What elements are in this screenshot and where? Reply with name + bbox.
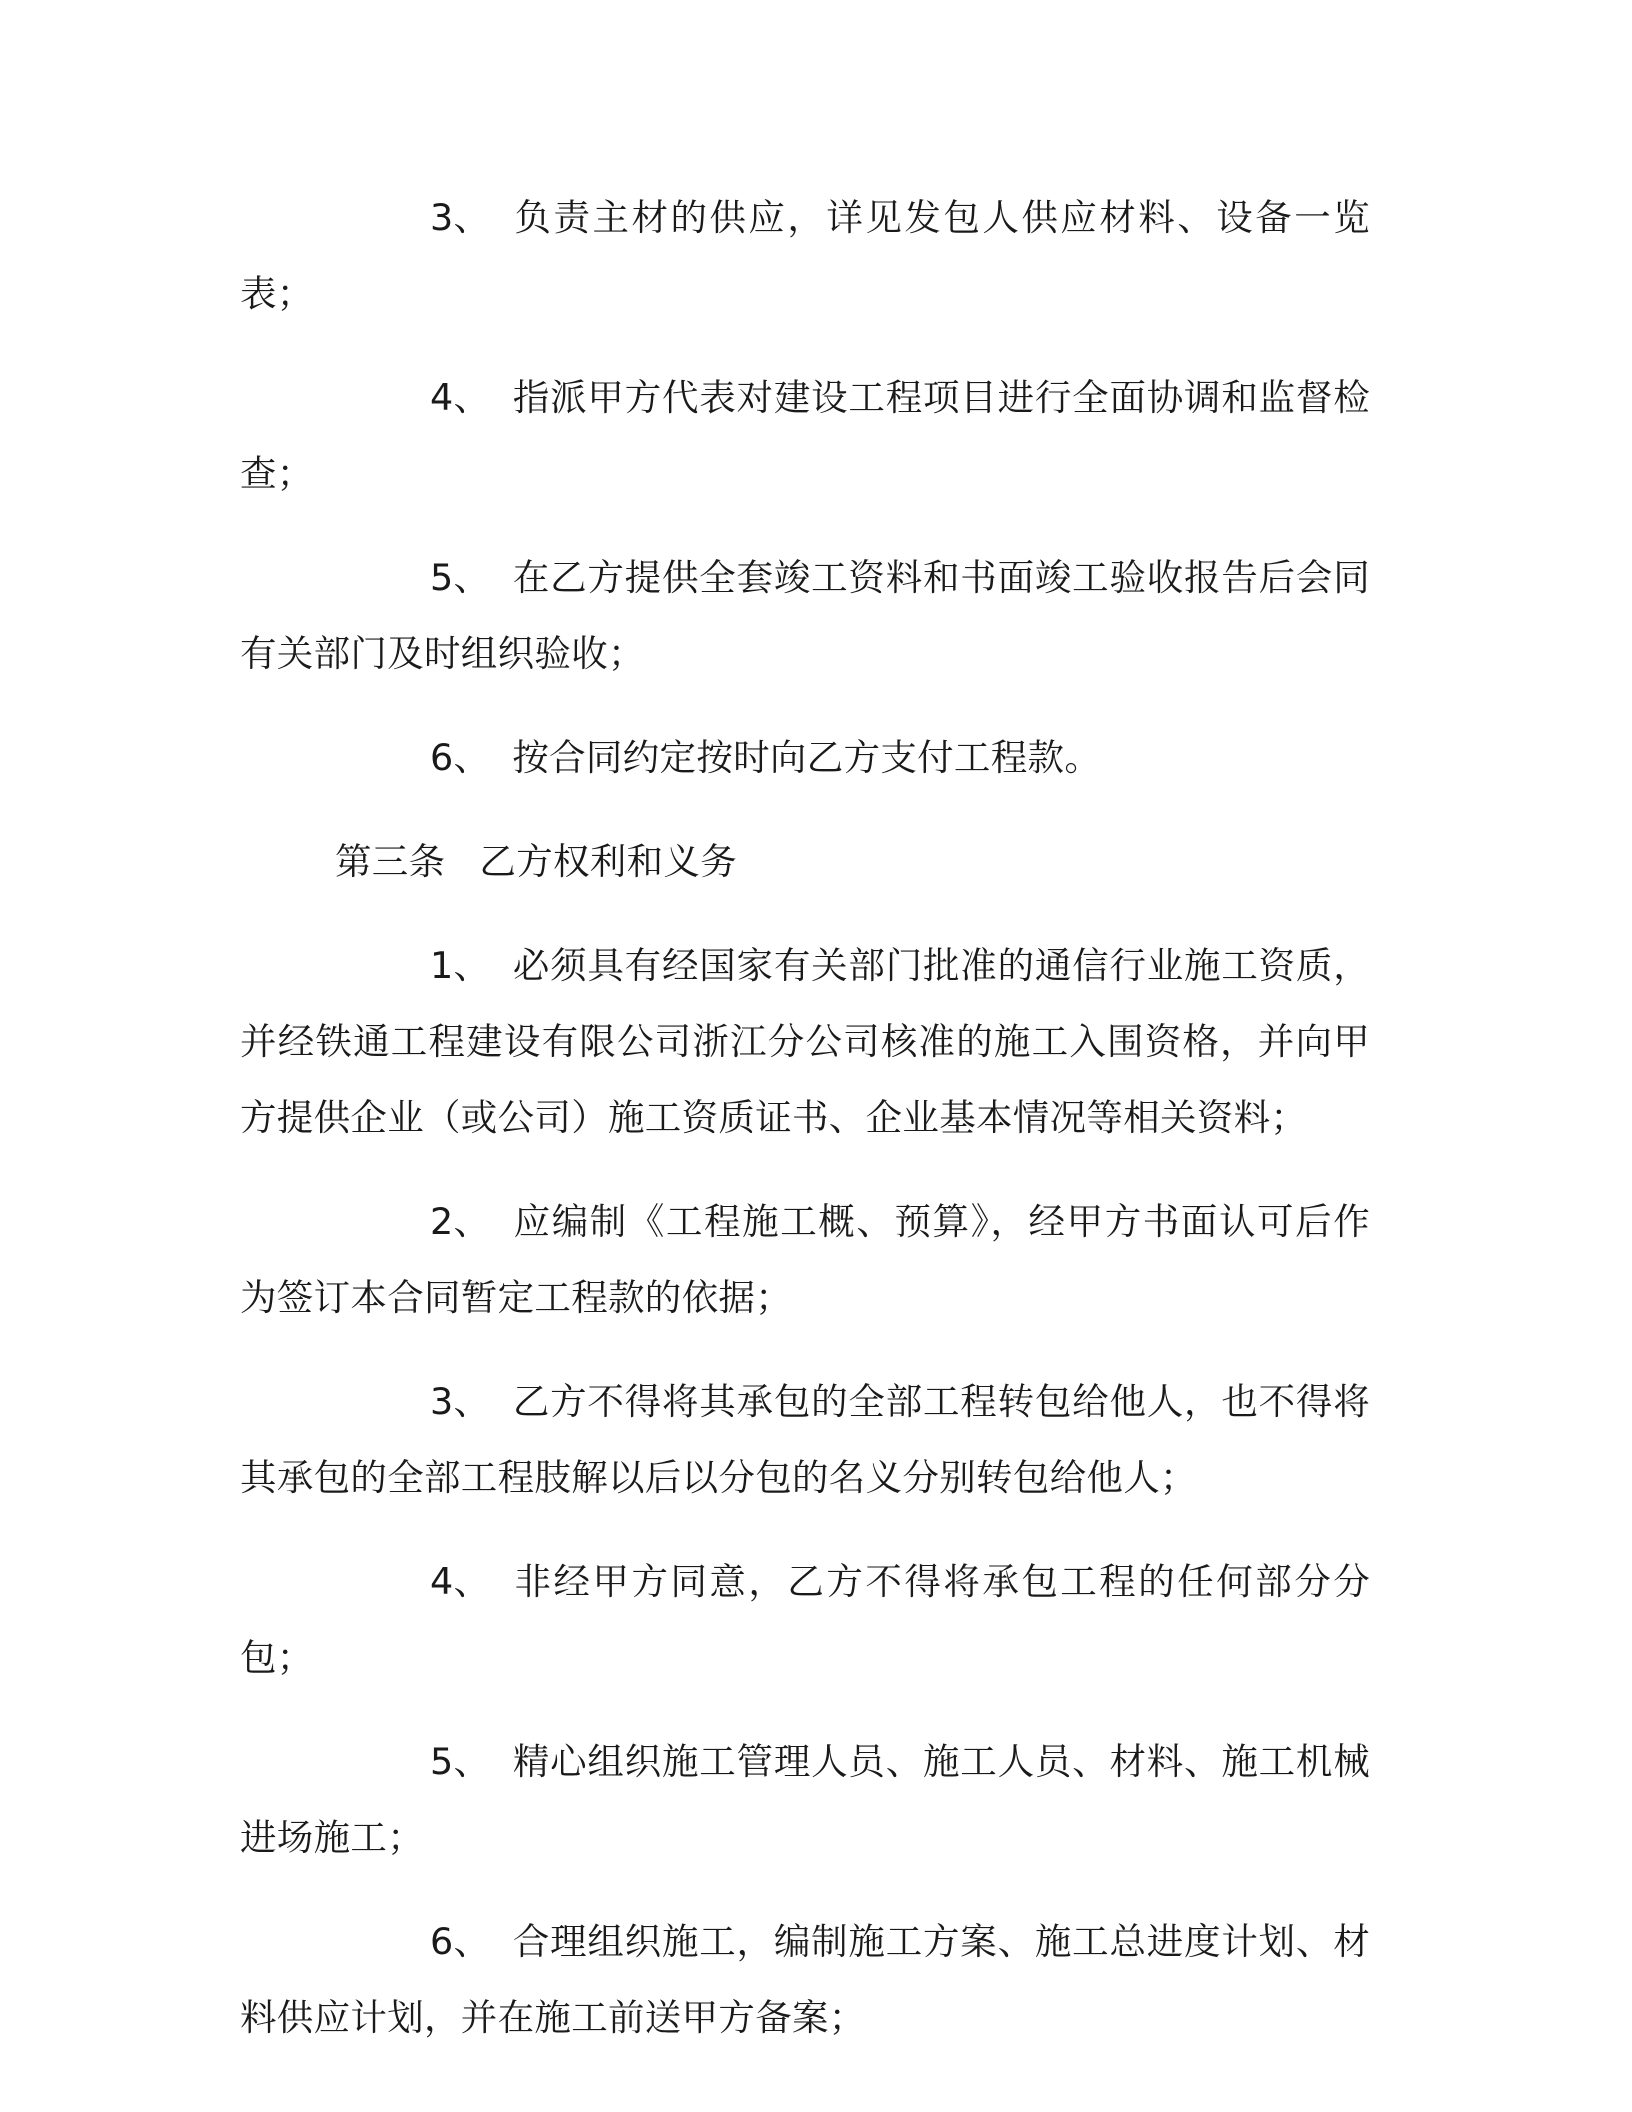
- clause-text: 应编制《工程施工概、预算》，经甲方书面认可后作为签订本合同暂定工程款的依据；: [240, 1200, 1370, 1319]
- clause-text: 负责主材的供应，详见发包人供应材料、设备一览表；: [240, 196, 1370, 315]
- clause-paragraph: [240, 1544, 1370, 1696]
- clause-paragraph: [240, 360, 1370, 512]
- clause-text: 精心组织施工管理人员、施工人员、材料、施工机械进场施工；: [240, 1740, 1370, 1859]
- clause-text: 在乙方提供全套竣工资料和书面竣工验收报告后会同有关部门及时组织验收；: [240, 556, 1370, 675]
- section-heading: [240, 824, 1370, 900]
- clause-text: 按合同约定按时向乙方支付工程款。: [512, 736, 1102, 779]
- clause-text: 合理组织施工，编制施工方案、施工总进度计划、材料供应计划，并在施工前送甲方备案；: [240, 1920, 1370, 2039]
- clause-paragraph: [240, 1364, 1370, 1516]
- clause-paragraph: [240, 1184, 1370, 1336]
- clause-number: 6、: [430, 736, 491, 779]
- section-title: 乙方权利和义务: [479, 840, 738, 883]
- clause-paragraph: [240, 540, 1370, 692]
- clause-paragraph: [240, 180, 1370, 332]
- section-label: 第三条: [335, 840, 446, 883]
- clause-paragraph: [240, 1904, 1370, 2056]
- clause-text: 必须具有经国家有关部门批准的通信行业施工资质，并经铁通工程建设有限公司浙江分公司核准的施工入围资格，并向甲方提供企业（或公司）施工资质证书、企业基本情况等相关资料；: [240, 944, 1370, 1139]
- clause-number: 4、: [430, 1560, 491, 1603]
- clause-paragraph: [240, 928, 1370, 1156]
- clause-text: 指派甲方代表对建设工程项目进行全面协调和监督检查；: [240, 376, 1370, 495]
- clause-number: 1、: [430, 944, 491, 987]
- clause-number: 2、: [430, 1200, 491, 1243]
- clause-number: 3、: [430, 196, 491, 239]
- clause-text: 非经甲方同意，乙方不得将承包工程的任何部分分包；: [240, 1560, 1370, 1679]
- clause-number: 3、: [430, 1380, 491, 1423]
- clause-text: 乙方不得将其承包的全部工程转包给他人，也不得将其承包的全部工程肢解以后以分包的名义分别转包给他人；: [240, 1380, 1370, 1499]
- clause-number: 6、: [430, 1920, 491, 1963]
- document-body: [240, 180, 1370, 2084]
- clause-number: 5、: [430, 1740, 491, 1783]
- clause-paragraph: [240, 1724, 1370, 1876]
- clause-number: 4、: [430, 376, 491, 419]
- clause-number: 5、: [430, 556, 491, 599]
- clause-paragraph: [240, 720, 1370, 796]
